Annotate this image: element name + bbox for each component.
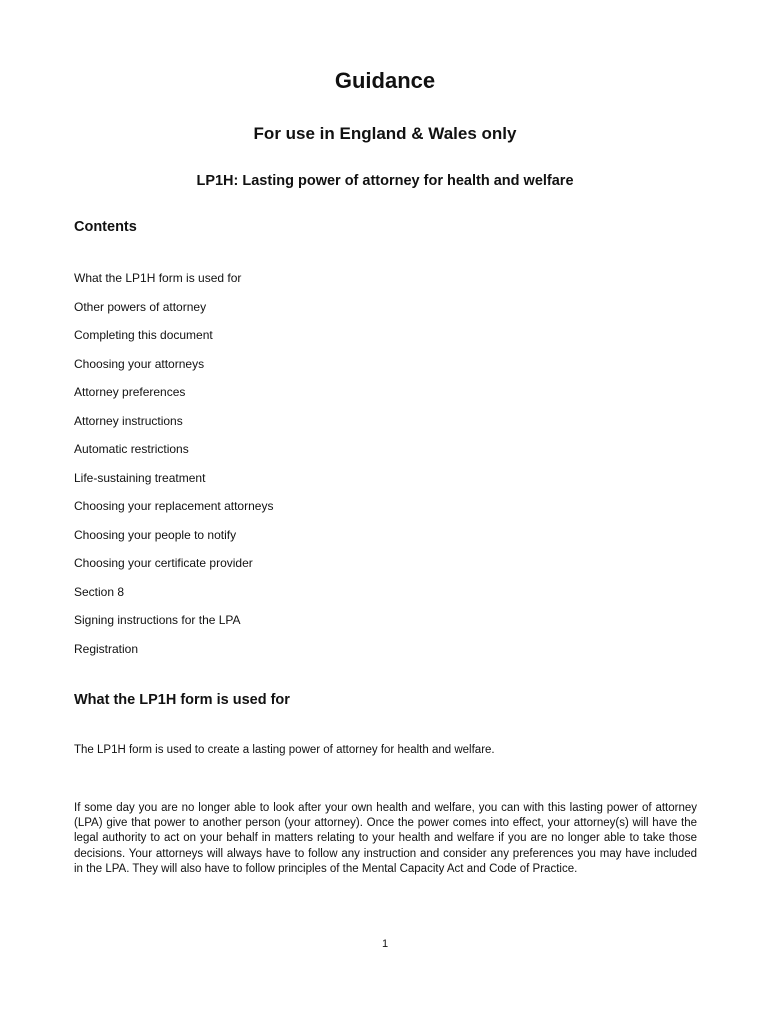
contents-item: Choosing your attorneys (74, 356, 205, 371)
contents-item: What the LP1H form is used for (74, 271, 242, 285)
page-number: 1 (381, 938, 389, 950)
contents-item: Choosing your certificate provider (74, 556, 253, 570)
section-paragraph-detail: If some day you are no longer able to look after your own health and welfare, you can with this lasting power of attorney (LPA) give that power to another person (your attorney). Once the power comes into effect, your attorney(s) will have the legal authority to act on your behalf in matters relating to your health and welfare if you are no longer able to take those decisions. Your attorneys will always have to follow any instruction and consider any preferences you may have included in the LPA. They will also have to follow principles of the Mental Capacity Act and Code of Practice. (74, 802, 697, 875)
form-title: LP1H: Lasting power of attorney for health and welfare (196, 173, 574, 189)
contents-item: Choosing your replacement attorneys (74, 499, 274, 513)
contents-item: Attorney preferences (74, 385, 186, 399)
contents-item: Registration (74, 641, 139, 656)
page-title: Guidance (334, 68, 436, 93)
contents-list (74, 270, 273, 669)
contents-item: Other powers of attorney (74, 299, 207, 314)
contents-heading: Contents (74, 219, 137, 235)
contents-item: Automatic restrictions (74, 442, 189, 456)
section-heading: What the LP1H form is used for (74, 692, 290, 708)
jurisdiction-subtitle: For use in England & Wales only (253, 124, 517, 143)
section-paragraph-intro: The LP1H form is used to create a lasting power of attorney for health and welfare. (74, 744, 495, 756)
contents-item: Signing instructions for the LPA (74, 613, 241, 627)
contents-item: Choosing your people to notify (74, 527, 237, 542)
contents-item: Life-sustaining treatment (74, 470, 206, 485)
contents-item: Completing this document (74, 328, 213, 342)
contents-item: Section 8 (74, 584, 125, 599)
contents-item: Attorney instructions (74, 413, 183, 428)
